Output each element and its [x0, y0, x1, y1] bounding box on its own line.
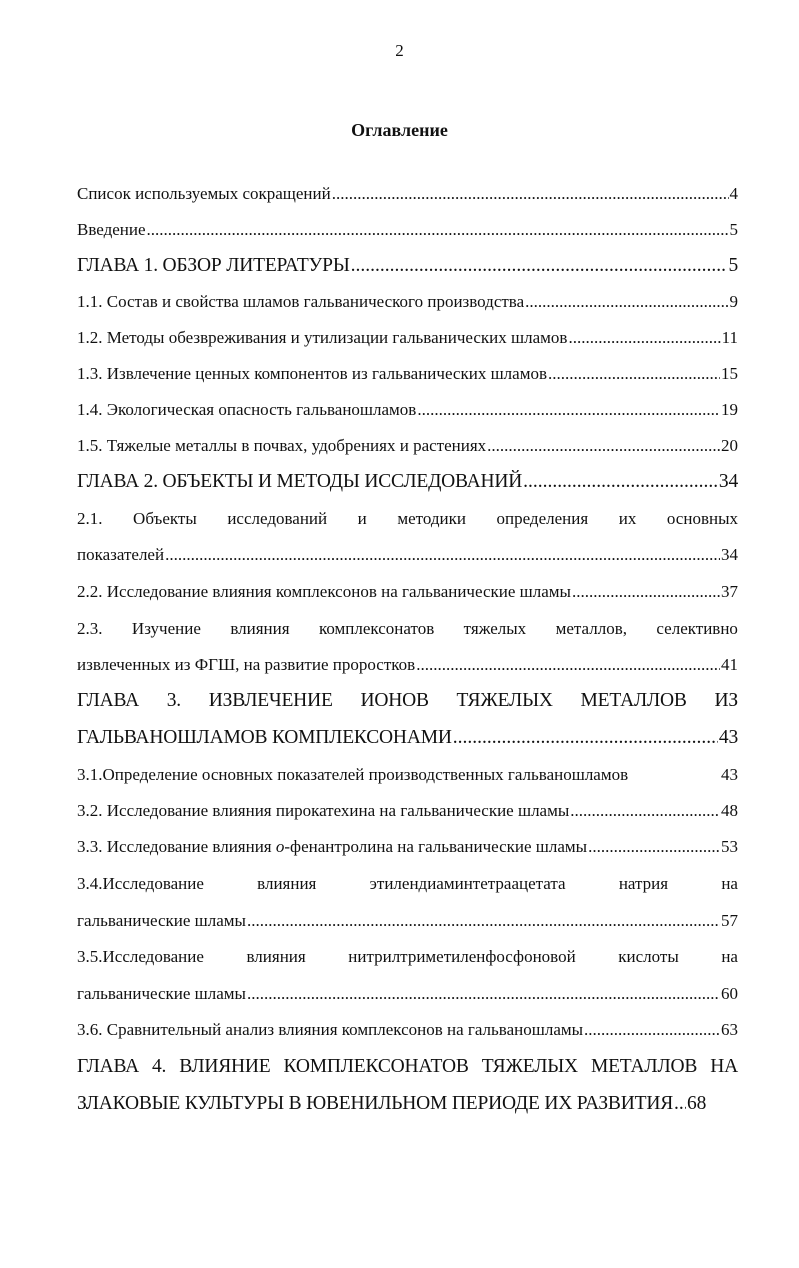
- toc-entry-label: показателей: [77, 545, 165, 564]
- toc-leader-dots: [416, 653, 720, 677]
- toc-word: на: [721, 947, 738, 966]
- toc-entry-line1[interactable]: [77, 945, 738, 969]
- toc-word: нитрилтриметиленфосфоновой: [348, 947, 576, 966]
- toc-entry-page: 4: [729, 184, 738, 203]
- toc-entry[interactable]: [77, 434, 738, 458]
- toc-entry[interactable]: [77, 182, 738, 206]
- toc-word: ИЗ: [714, 690, 738, 711]
- toc-word: 3.4.Исследование: [77, 874, 204, 893]
- toc-word: НА: [710, 1056, 738, 1077]
- toc-word: исследований: [227, 509, 328, 528]
- toc-word: влияния: [257, 874, 317, 893]
- toc-word: ИЗВЛЕЧЕНИЕ: [208, 690, 333, 711]
- toc-word: комплексонатов: [318, 619, 435, 638]
- toc-word: КОМПЛЕКСОНАТОВ: [283, 1056, 469, 1077]
- toc-word: Изучение: [131, 619, 201, 638]
- toc-entry-page: 34: [718, 471, 738, 492]
- toc-word: Объекты: [133, 509, 197, 528]
- toc-chapter-entry[interactable]: [77, 254, 738, 278]
- toc-word: МЕТАЛЛОВ: [580, 690, 687, 711]
- toc-word: их: [618, 509, 637, 528]
- toc-entry-page: 41: [721, 655, 738, 674]
- toc-word: и: [357, 509, 367, 528]
- toc-title: Оглавление: [351, 120, 448, 140]
- toc-leader-dots: [523, 470, 718, 494]
- toc-chapter-line2[interactable]: [77, 726, 738, 750]
- toc-entry-line1[interactable]: [77, 617, 738, 641]
- toc-word: ТЯЖЕЛЫХ: [481, 1056, 578, 1077]
- toc-chapter-line1[interactable]: [77, 689, 738, 713]
- toc-leader-dots: [453, 726, 718, 750]
- toc-entry[interactable]: [77, 580, 738, 604]
- toc-leader-dots: [487, 434, 720, 458]
- toc-entry-label: Список используемых сокращений: [77, 184, 331, 203]
- toc-word: ГЛАВА: [77, 1056, 139, 1077]
- toc-entry-page: 57: [721, 911, 738, 930]
- toc-entry-page: 34: [721, 545, 738, 564]
- toc-leader-dots: [247, 982, 720, 1006]
- toc-entry-page: 48: [721, 801, 738, 820]
- toc-entry-page: 19: [721, 400, 738, 419]
- toc-entry[interactable]: [77, 799, 738, 823]
- toc-entry-page: 53: [721, 837, 738, 856]
- toc-entry-label: 1.2. Методы обезвреживания и утилизации гальванических шламов: [77, 328, 568, 347]
- toc-entry[interactable]: [77, 835, 738, 859]
- toc-leader-dots: [584, 1018, 720, 1042]
- toc-word: селективно: [656, 619, 738, 638]
- toc-word: методики: [397, 509, 466, 528]
- toc-word: натрия: [618, 874, 669, 893]
- toc-entry[interactable]: [77, 1018, 738, 1042]
- toc-leader-dots: [525, 290, 728, 314]
- toc-word: 2.3.: [77, 619, 103, 638]
- toc-entry-label: ГЛАВА 2. ОБЪЕКТЫ И МЕТОДЫ ИССЛЕДОВАНИЙ: [77, 471, 523, 492]
- toc-entry-line2[interactable]: [77, 909, 738, 933]
- toc-word: 4.: [152, 1056, 167, 1077]
- toc-word: МЕТАЛЛОВ: [590, 1056, 698, 1077]
- toc-leader-dots: [548, 362, 720, 386]
- toc-word: ИОНОВ: [360, 690, 429, 711]
- toc-entry-line1[interactable]: [77, 872, 738, 896]
- toc-entry-label: Введение: [77, 220, 146, 239]
- toc-chapter-line2[interactable]: [77, 1092, 738, 1116]
- toc-entry-page: 63: [721, 1020, 738, 1039]
- page-number: 2: [395, 41, 404, 60]
- toc-entry-label: гальванические шламы: [77, 911, 246, 930]
- toc-leader-dots: [165, 543, 720, 567]
- toc-entry[interactable]: [77, 326, 738, 350]
- toc-word: металлов,: [555, 619, 627, 638]
- toc-word: влияния: [230, 619, 290, 638]
- toc-entry[interactable]: [77, 763, 738, 787]
- toc-leader-dots: [588, 835, 720, 859]
- toc-entry-page: 20: [721, 436, 738, 455]
- toc-entry-label: ЗЛАКОВЫЕ КУЛЬТУРЫ В ЮВЕНИЛЬНОМ ПЕРИОДЕ ИХ РАЗВИТИЯ: [77, 1093, 674, 1114]
- toc-word: тяжелых: [463, 619, 527, 638]
- toc-entry-line1[interactable]: [77, 507, 738, 531]
- toc-entry-line2[interactable]: [77, 543, 738, 567]
- toc-entry[interactable]: [77, 290, 738, 314]
- toc-word: ВЛИЯНИЕ: [179, 1056, 271, 1077]
- toc-entry-label: 1.1. Состав и свойства шламов гальванического производства: [77, 292, 525, 311]
- toc-entry-label: извлеченных из ФГШ, на развитие проростков: [77, 655, 416, 674]
- toc-word: 3.5.Исследование: [77, 947, 204, 966]
- toc-entry-label: гальванические шламы: [77, 984, 246, 1003]
- toc-leader-dots: [417, 398, 720, 422]
- toc-entry[interactable]: [77, 398, 738, 422]
- toc-word: 2.1.: [77, 509, 103, 528]
- toc-entry-label: 3.2. Исследование влияния пирокатехина на гальванические шламы: [77, 801, 570, 820]
- toc-leader-dots: [572, 580, 720, 604]
- toc-label-prefix: 3.3. Исследование влияния: [77, 837, 276, 856]
- toc-entry-page: 11: [721, 328, 738, 347]
- toc-word: на: [721, 874, 738, 893]
- toc-word: 3.: [166, 690, 181, 711]
- toc-entry[interactable]: [77, 218, 738, 242]
- toc-word: определения: [496, 509, 589, 528]
- toc-entry-page: 5: [729, 220, 738, 239]
- toc-word: влияния: [246, 947, 306, 966]
- toc-entry-page: 9: [729, 292, 738, 311]
- toc-leader-dots: [351, 254, 728, 278]
- toc-entry[interactable]: [77, 362, 738, 386]
- toc-chapter-entry[interactable]: [77, 470, 738, 494]
- toc-entry-page: 68: [687, 1093, 707, 1114]
- toc-entry-page: 43: [718, 727, 738, 748]
- toc-entry-label: [77, 835, 587, 859]
- toc-leader-dots: [247, 909, 720, 933]
- toc-entry-label: 1.3. Извлечение ценных компонентов из гальванических шламов: [77, 364, 547, 383]
- toc-word: основных: [666, 509, 738, 528]
- toc-leader-dots: [570, 799, 720, 823]
- toc-word: ГЛАВА: [77, 690, 139, 711]
- toc-leader-dots: [332, 182, 729, 206]
- toc-entry-page: 5: [728, 255, 738, 276]
- toc-entry-page: 15: [721, 364, 738, 383]
- toc-entry-label: 3.6. Сравнительный анализ влияния комплексонов на гальваношламы: [77, 1020, 584, 1039]
- toc-entry-label: ГЛАВА 1. ОБЗОР ЛИТЕРАТУРЫ: [77, 255, 350, 276]
- toc-chapter-line1[interactable]: [77, 1055, 738, 1079]
- toc-entry-label: 1.4. Экологическая опасность гальваношламов: [77, 400, 417, 419]
- toc-leader-dots: [147, 218, 729, 242]
- toc-entry-line2[interactable]: [77, 653, 738, 677]
- toc-entry-label: 1.5. Тяжелые металлы в почвах, удобрениях и растениях: [77, 436, 487, 455]
- toc-entry-page: 37: [721, 582, 738, 601]
- toc-entry-page: 43: [721, 765, 738, 784]
- toc-word: ТЯЖЕЛЫХ: [456, 690, 553, 711]
- toc-word: кислоты: [618, 947, 679, 966]
- toc-entry-page: 60: [721, 984, 738, 1003]
- toc-entry-label: 3.1.Определение основных показателей производственных гальваношламов: [77, 765, 629, 784]
- toc-entry-label: ГАЛЬВАНОШЛАМОВ КОМПЛЕКСОНАМИ: [77, 727, 452, 748]
- toc-word: этилендиаминтетраацетата: [369, 874, 566, 893]
- toc-entry-label: 2.2. Исследование влияния комплексонов на гальванические шламы: [77, 582, 571, 601]
- toc-entry-line2[interactable]: [77, 982, 738, 1006]
- toc-leader-dots: [674, 1092, 686, 1116]
- toc-label-italic: о: [275, 837, 285, 856]
- toc-label-suffix: -фенантролина на гальванические шламы: [284, 837, 588, 856]
- toc-leader-dots: [568, 326, 720, 350]
